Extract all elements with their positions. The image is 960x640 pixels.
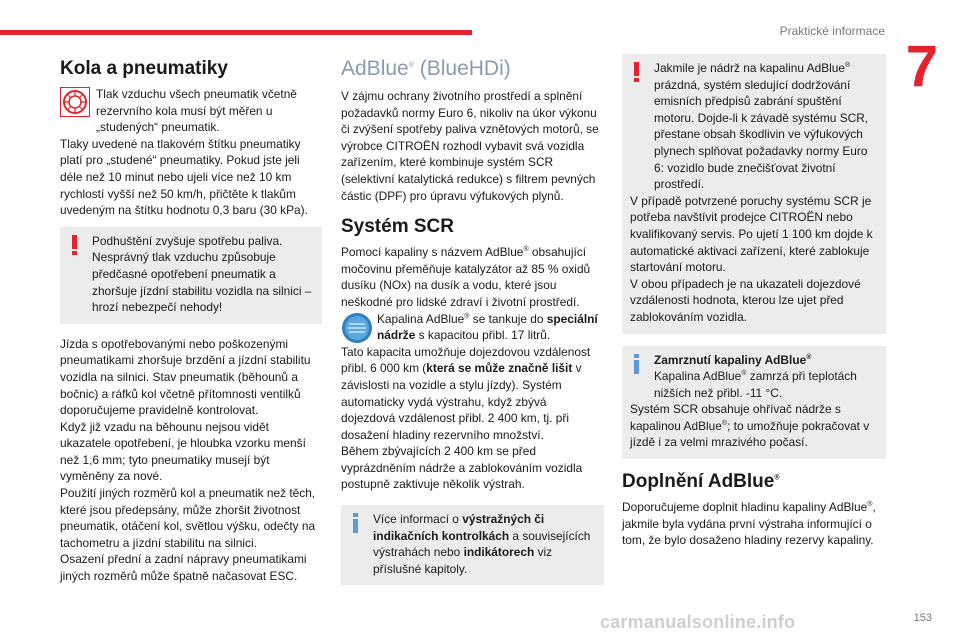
paragraph: Když již vzadu na běhounu nejsou vidět ukazatele opotřebení, je hloubka vzorku menší než 1,6 mm; tyto pneumatiky musejí být vyměněny za nové. [60, 419, 306, 484]
paragraph: Tlaky uvedené na tlakovém štítku pneumatiky platí pro „studené“ pneumatiky. Pokud jste jeli déle než 10 minut nebo ujeli více než 10 km rychlostí vyšší než 50 km/h, přičtěte k tlakům uvedeným na štítku hodnotu 0,3 baru (30 kPa). [60, 136, 308, 218]
column-adblue [341, 58, 604, 593]
section-title: Praktické informace [779, 24, 885, 38]
adblue-tank-text: Kapalina AdBlue® se tankuje do speciální nádrže s kapacitou přibl. 17 litrů. [377, 311, 598, 343]
tire-pressure-note [60, 86, 322, 136]
heading-adblue-refill: Doplnění AdBlue® [622, 471, 780, 493]
warning-text: Podhuštění zvyšuje spotřebu paliva. Nesprávný tlak vzduchu způsobuje předčasné opotřebení pneumatik a zhoršuje jízdní stabilitu vozidla na silnici – hrozí nebezpečí nehody! [92, 233, 312, 315]
heading-wheels-tyres: Kola a pneumatiky [60, 58, 228, 79]
warning-box-underinflation [60, 227, 322, 324]
warning-exclamation-icon [631, 60, 643, 84]
paragraph: Doporučujeme doplnit hladinu kapaliny AdBlue®, jakmile byla vydána první výstraha informující o tom, že bylo dosaženo hladiny rezervy kapaliny. [622, 500, 876, 548]
info-icon [631, 352, 643, 376]
info-text: Kapalina AdBlue® zamrzá při teplotách nižších než přibl. -11 °C. [654, 369, 857, 400]
adblue-tank-note [341, 311, 604, 344]
warning-text: V případě potvrzené poruchy systému SCR je potřeba navštívit prodejce CITROËN nebo kvalifikovaný servis. Po ujetí 1 100 km dojde k automatické aktivaci zařízení, které zablokuje startování motoru. [630, 193, 873, 275]
info-box-warning-lamps [341, 505, 604, 585]
warning-text: Jakmile je nádrž na kapalinu AdBlue® prázdná, systém sledující dodržování emisních předpisů zabrání spuštění motoru. Dojde-li k závadě systému SCR, přestane obsah škodlivin ve výfukových plynech splňovat požadavky normy Euro 6: vozidlo bude znečišťovat životní prostředí. [654, 61, 869, 192]
tire-pressure-icon [60, 87, 90, 122]
warning-exclamation-icon [69, 233, 81, 257]
paragraph: V zájmu ochrany životního prostředí a splnění požadavků normy Euro 6, nikoliv na úkor výkonu či zvýšení spotřeby paliva vznětových motorů, se výrobce CITROËN rozhodl vybavit svá vozidla zařízením, které kombinuje systém SCR (selektivní katalytická redukce) s filtrem pevných částic (DPF) pro úpravu výfukových plynů. [341, 89, 599, 203]
watermark: carmanualsonline.info [600, 612, 796, 632]
info-title: Zamrznutí kapaliny AdBlue® [654, 352, 812, 367]
paragraph: Použití jiných rozměrů kol a pneumatik než těch, které jsou předepsány, může zhoršit životnost pneumatik, otáčení kol, světlou výšku, odečty na tachometru a jízdní stabilitu na silnici. [60, 486, 316, 550]
paragraph: Osazení přední a zadní nápravy pneumatikami jiných rozměrů může špatně načasovat ESC. [60, 552, 307, 584]
page-number: 153 [913, 612, 932, 624]
heading-adblue: AdBlue® (BlueHDi) [341, 57, 511, 80]
paragraph: Během zbývajících 2 400 km se před vyprázdněním nádrže a zablokováním vozidla postupně zaktivuje několik výstrah. [341, 444, 583, 492]
info-box-freezing [622, 346, 886, 460]
heading-scr-system: Systém SCR [341, 216, 454, 238]
warning-box-empty-tank [622, 54, 886, 334]
header-accent-bar [0, 30, 472, 35]
column-wheels-tyres [60, 58, 322, 585]
info-text: Více informací o výstražných či indikačních kontrolkách a souvisejících výstrahách nebo indikátorech viz příslušné kapitoly. [373, 512, 591, 576]
adblue-fuel-cap-icon [341, 312, 373, 349]
info-text: Systém SCR obsahuje ohřívač nádrže s kapalinou AdBlue®; to umožňuje pokračovat v jízdě i za velmi mrazivého počasí. [630, 402, 870, 450]
paragraph: Jízda s opotřebovanými nebo poškozenými pneumatikami zhoršuje brzdění a jízdní stabilitu vozidla na silnici. Stav pneumatik (běhounů a bočnic) a ráfků kol včetně přítomnosti ventilků doporučujeme pravidelně kontrolovat. [60, 336, 311, 418]
column-adblue-cont [622, 58, 886, 549]
paragraph: Pomocí kapaliny s názvem AdBlue® obsahující močovinu přeměňuje katalyzátor až 85 % oxidů dusíku (NOx) na dusík a vodu, které jsou neškodné pro lidské zdraví i životní prostředí. [341, 245, 591, 309]
chapter-number: 7 [905, 34, 938, 99]
info-icon [350, 511, 362, 535]
tire-pressure-text: Tlak vzduchu všech pneumatik včetně rezervního kola musí být měřen u „studených“ pneumatik. [96, 87, 297, 135]
paragraph: Tato kapacita umožňuje dojezdovou vzdálenost přibl. 6 000 km (která se může značně lišit v závislosti na vozidle a stylu jízdy). Systém automaticky vydá výstrahu, když zbývá dojezdová vzdálenost přibl. 2 400 km, tj. při dosažení hladiny rezervního množství. [341, 344, 591, 442]
warning-text: V obou případech je na ukazateli dojezdové vzdálenosti hodnota, kterou lze ujet před zablokováním vozidla. [630, 276, 861, 324]
